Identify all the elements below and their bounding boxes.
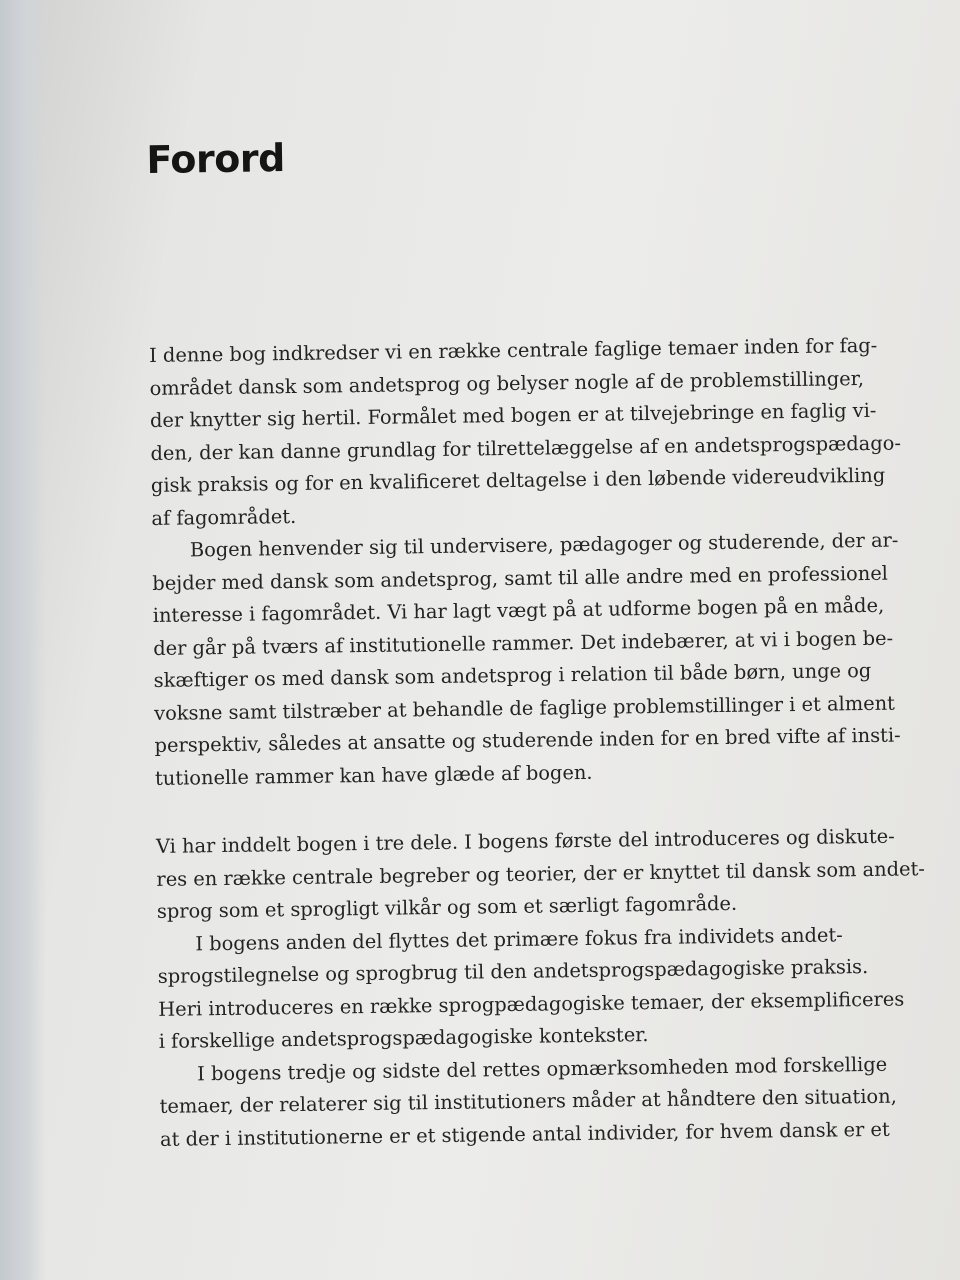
spine-shadow [0, 0, 46, 1280]
paragraph-part-two [157, 918, 939, 1059]
text-line: perspektiv, således at ansatte og studerende inden for en bred vifte af insti- [154, 723, 901, 757]
text-line: temaer, der relaterer sig til institutioners måder at håndtere den situation, [159, 1084, 897, 1118]
text-line: I denne bog indkredser vi en række centrale faglige temaer inden for fag- [148, 333, 878, 367]
text-line: Bogen henvender sig til undervisere, pædagoger og studerende, der ar- [189, 528, 899, 562]
text-line: der knytter sig hertil. Formålet med bogen er at tilvejebringe en faglig vi- [149, 398, 877, 432]
text-line: i forskellige andetsprogspædagogiske kontekster. [158, 1023, 649, 1053]
text-line: Vi har inddelt bogen i tre dele. I bogens første del introduceres og diskute- [155, 824, 895, 858]
page-title: Forord [146, 136, 286, 182]
text-line: I bogens anden del flyttes det primære fokus fra individets andet- [195, 922, 843, 955]
paragraph-intro [149, 329, 932, 535]
text-line: skæftiger os med dansk som andetsprog i relation til både børn, unge og [153, 658, 872, 692]
text-line: interesse i fagområdet. Vi har lagt vægt på at udforme bogen på en måde, [152, 593, 885, 627]
text-line: I bogens tredje og sidste del rettes opmærksomheden mod forskellige [197, 1052, 888, 1085]
text-line: af fagområdet. [151, 504, 297, 530]
text-line: sprogstilegnelse og sprogbrug til den andetsprogspædagogiske praksis. [157, 954, 869, 988]
text-line: området dansk som andetsprog og belyser nogle af de problemstillinger, [149, 366, 865, 400]
text-line: res en række centrale begreber og teorier, der er knyttet til dansk som andet- [156, 856, 926, 891]
text-line: at der i institutionerne er et stigende antal individer, for hvem dansk er et [159, 1117, 890, 1151]
text-line: sprog som et sprogligt vilkår og som et særligt fagområde. [156, 891, 738, 923]
paragraph-structure [156, 820, 937, 928]
page-content [146, 119, 940, 1156]
paragraph-part-three [159, 1048, 940, 1156]
text-line: gisk praksis og for en kvalificeret deltagelse i den løbende videreudvikling [150, 463, 886, 497]
text-line: der går på tværs af institutionelle rammer. Det indebærer, at vi i bogen be- [153, 626, 894, 660]
text-line: tutionelle rammer kan have glæde af bogen. [154, 760, 593, 790]
paragraph-audience [152, 524, 936, 795]
text-line: bejder med dansk som andetsprog, samt til alle andre med en professionel [152, 561, 889, 595]
text-line: den, der kan danne grundlag for tilrettelæggelse af en andetsprogspædago- [150, 430, 902, 465]
text-line: Heri introduceres en række sprogpædagogiske temaer, der eksemplificeres [158, 986, 905, 1021]
text-line: voksne samt tilstræber at behandle de faglige problemstillinger i et alment [153, 691, 896, 725]
